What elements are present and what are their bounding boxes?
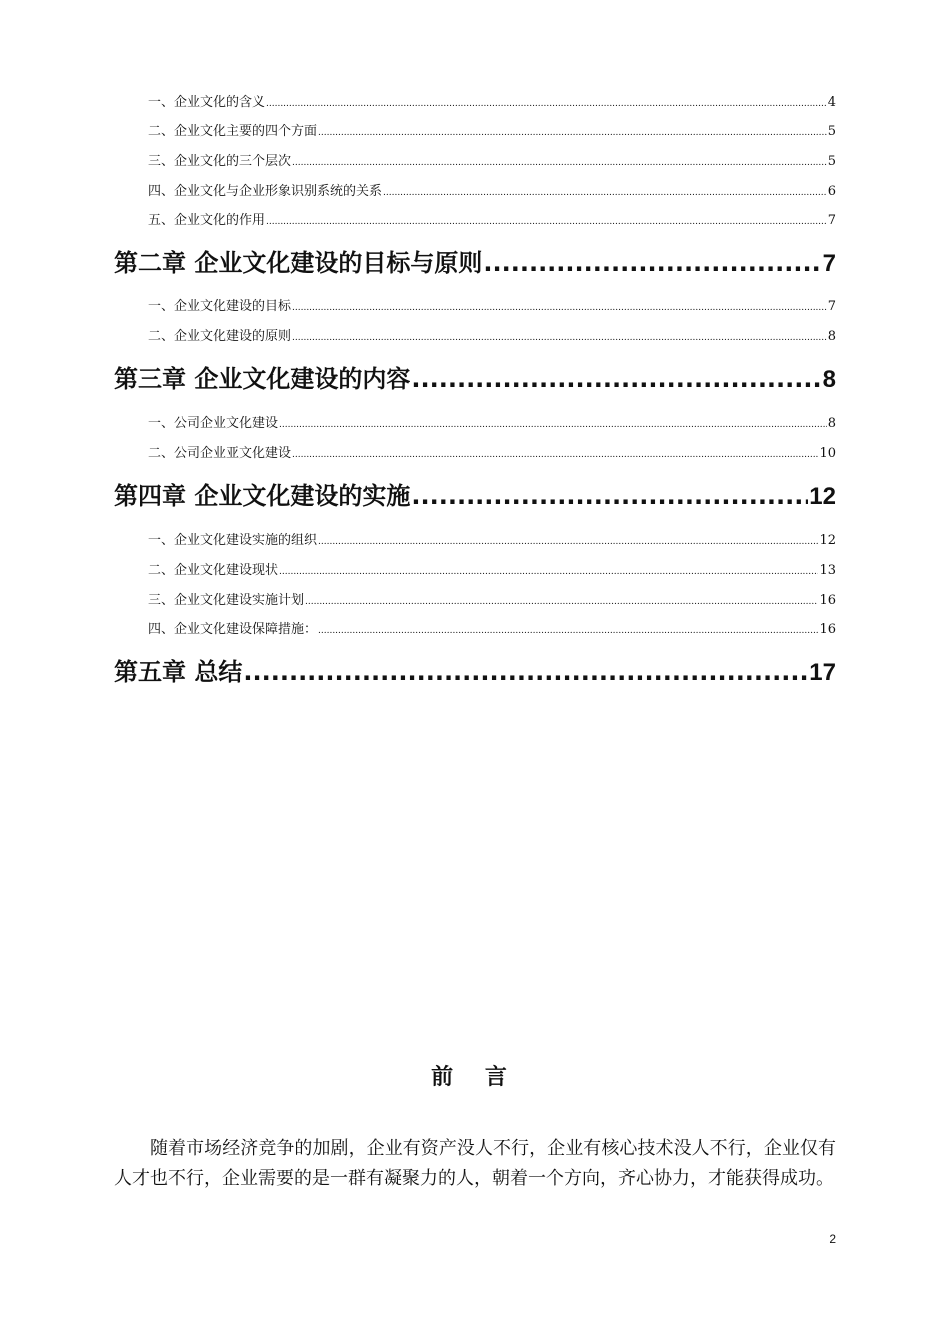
toc-chapter-title: 第五章 总结	[114, 658, 243, 686]
toc-entry-title: 二、企业文化建设的原则	[148, 329, 292, 344]
page-number: 2	[829, 1232, 836, 1246]
toc-entry-4[interactable]	[148, 183, 836, 201]
toc-entry-page: 12	[819, 533, 836, 548]
toc-leader	[383, 183, 827, 202]
toc-chapter-title: 第二章 企业文化建设的目标与原则	[114, 249, 483, 277]
toc-entry-page: 16	[819, 593, 836, 608]
toc-entry-page: 5	[827, 124, 836, 139]
toc-entry-page: 10	[819, 446, 836, 461]
toc-entry-8[interactable]	[148, 415, 836, 433]
toc-entry-title: 二、公司企业亚文化建设	[148, 446, 292, 461]
toc-leader	[483, 248, 821, 278]
toc-entry-page: 16	[819, 622, 836, 637]
toc-entry-5[interactable]	[148, 212, 836, 230]
toc-entry-page: 4	[827, 95, 836, 110]
toc-leader	[292, 298, 827, 317]
toc-chapter-page: 7	[822, 250, 836, 277]
toc-leader	[305, 592, 818, 611]
toc-entry-page: 7	[827, 299, 836, 314]
toc-chapter-4[interactable]	[114, 481, 836, 511]
toc-chapter-page: 17	[809, 659, 836, 686]
toc-entry-title: 一、企业文化建设实施的组织	[148, 533, 318, 548]
toc-entry-title: 三、企业文化建设实施计划	[148, 593, 305, 608]
toc-leader	[411, 481, 808, 511]
toc-chapter-3[interactable]	[114, 364, 836, 394]
toc-entry-title: 五、企业文化的作用	[148, 213, 266, 228]
toc-entry-13[interactable]	[148, 621, 836, 639]
toc-entry-title: 二、企业文化主要的四个方面	[148, 124, 318, 139]
toc-entry-1[interactable]	[148, 94, 836, 112]
toc-leader	[411, 364, 821, 394]
toc-entry-7[interactable]	[148, 328, 836, 346]
toc-entry-11[interactable]	[148, 562, 836, 580]
toc-entry-page: 7	[827, 213, 836, 228]
toc-leader	[318, 123, 827, 142]
toc-entry-title: 二、企业文化建设现状	[148, 563, 279, 578]
toc-leader	[292, 153, 827, 172]
preface-title: 前 言	[431, 1065, 519, 1090]
toc-entry-page: 8	[827, 329, 836, 344]
toc-entry-title: 一、企业文化的含义	[148, 95, 266, 110]
toc-entry-9[interactable]	[148, 445, 836, 463]
toc-leader	[318, 532, 818, 551]
preface-body: 随着市场经济竞争的加剧，企业有资产没人不行，企业有核心技术没人不行，企业仅有人才也不行，企业需要的是一群有凝聚力的人，朝着一个方向，齐心协力，才能获得成功。	[114, 1138, 836, 1189]
toc-entry-2[interactable]	[148, 123, 836, 141]
toc-leader	[266, 212, 827, 231]
toc-entry-title: 三、企业文化的三个层次	[148, 154, 292, 169]
toc-entry-page: 5	[827, 154, 836, 169]
toc-chapter-2[interactable]	[114, 248, 836, 278]
toc-leader	[279, 562, 818, 581]
toc-chapter-page: 12	[809, 483, 836, 510]
toc-chapter-page: 8	[822, 366, 836, 393]
toc-entry-6[interactable]	[148, 298, 836, 316]
toc-entry-12[interactable]	[148, 592, 836, 610]
toc-leader	[318, 621, 818, 640]
toc-chapter-title: 第三章 企业文化建设的内容	[114, 365, 411, 393]
toc-entry-page: 13	[819, 563, 836, 578]
toc-entry-10[interactable]	[148, 532, 836, 550]
toc-entry-title: 一、公司企业文化建设	[148, 416, 279, 431]
toc-leader	[292, 328, 827, 347]
toc-leader	[243, 657, 808, 687]
toc-entry-page: 6	[827, 184, 836, 199]
toc-entry-page: 8	[827, 416, 836, 431]
toc-leader	[266, 94, 827, 113]
toc-leader	[292, 445, 818, 464]
toc-entry-3[interactable]	[148, 153, 836, 171]
toc-entry-title: 一、企业文化建设的目标	[148, 299, 292, 314]
toc-entry-title: 四、企业文化与企业形象识别系统的关系	[148, 184, 383, 199]
toc-chapter-5[interactable]	[114, 657, 836, 687]
toc-chapter-title: 第四章 企业文化建设的实施	[114, 482, 411, 510]
toc-leader	[279, 415, 827, 434]
toc-entry-title: 四、企业文化建设保障措施：	[148, 622, 318, 637]
